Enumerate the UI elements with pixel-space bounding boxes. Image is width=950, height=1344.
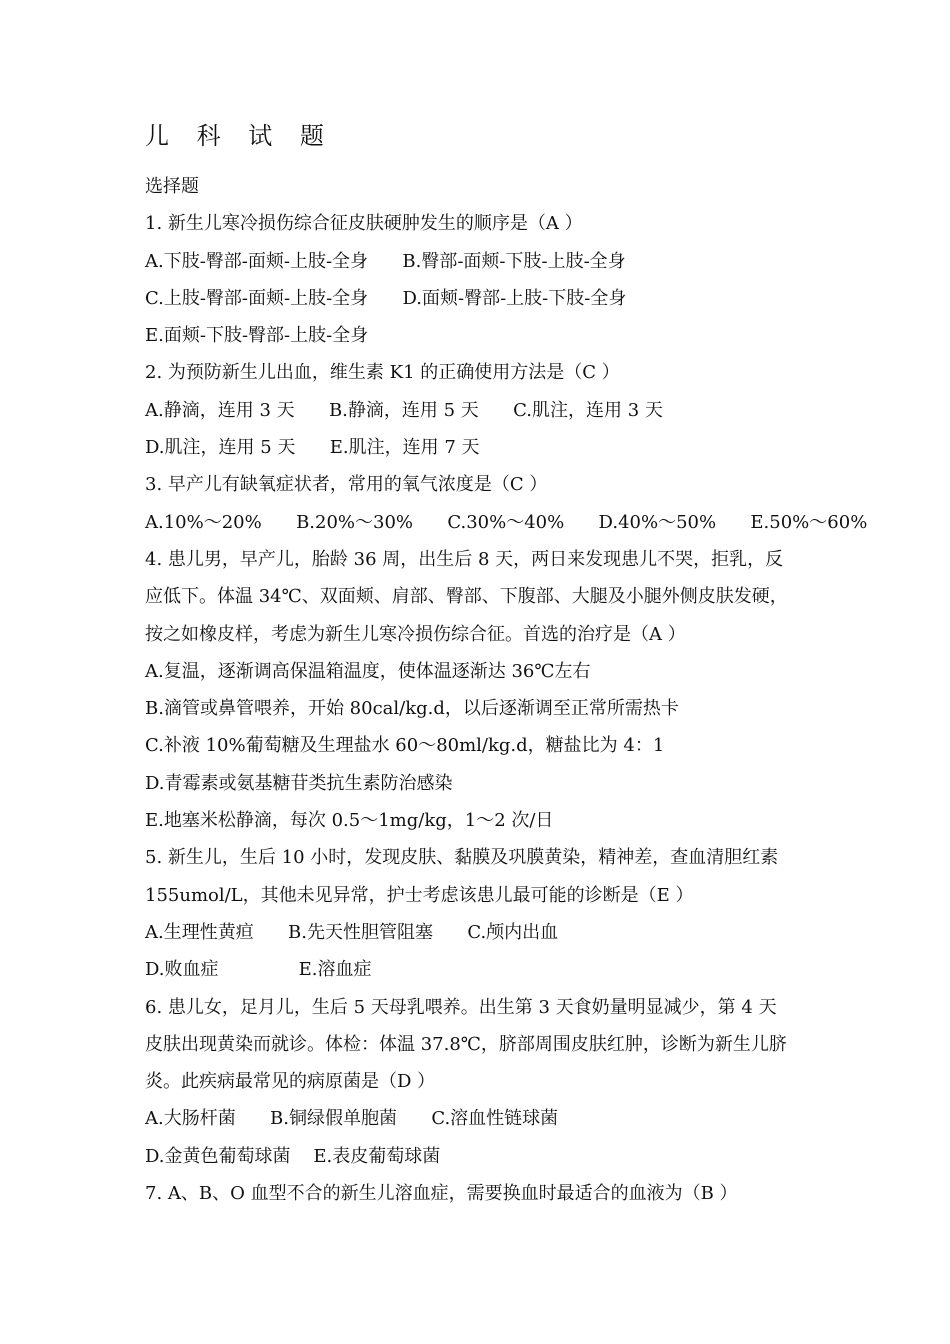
question-2-options-a-c: A.静滴，连用 3 天 B.静滴，连用 5 天 C.肌注，连用 3 天 xyxy=(145,399,663,421)
question-2: 2. 为预防新生儿出血，维生素 K1 的正确使用方法是（C ） xyxy=(145,362,620,384)
question-4-option-b: B.滴管或鼻管喂养，开始 80cal/kg.d，以后逐渐调至正常所需热卡 xyxy=(145,698,679,720)
question-1-option-e: E.面颊-下肢-臀部-上肢-全身 xyxy=(145,325,369,347)
question-5-line-2: 155umol/L，其他未见异常，护士考虑该患儿最可能的诊断是（E ） xyxy=(145,884,694,906)
question-6-line-1: 6. 患儿女，足月儿，生后 5 天母乳喂养。出生第 3 天食奶量明显减少，第 4 天 xyxy=(145,996,777,1018)
question-5-line-1: 5. 新生儿，生后 10 小时，发现皮肤、黏膜及巩膜黄染，精神差，查血清胆红素 xyxy=(145,847,779,869)
question-5-options-d-e: D.败血症 E.溶血症 xyxy=(145,959,372,981)
document-body xyxy=(145,168,868,1212)
question-4-line-2: 应低下。体温 34℃、双面颊、肩部、臀部、下腹部、大腿及小腿外侧皮肤发硬， xyxy=(145,586,788,608)
question-1-options-c-d: C.上肢-臀部-面颊-上肢-全身 D.面颊-臀部-上肢-下肢-全身 xyxy=(145,287,627,309)
question-6-line-2: 皮肤出现黄染而就诊。体检：体温 37.8℃，脐部周围皮肤红肿，诊断为新生儿脐 xyxy=(145,1033,787,1055)
section-heading: 选择题 xyxy=(145,176,199,197)
question-7: 7. A、B、O 血型不合的新生儿溶血症，需要换血时最适合的血液为（B ） xyxy=(145,1183,738,1205)
question-4-option-c: C.补液 10%葡萄糖及生理盐水 60～80ml/kg.d，糖盐比为 4：1 xyxy=(145,735,665,757)
question-4-line-1: 4. 患儿男，早产儿，胎龄 36 周，出生后 8 天，两日来发现患儿不哭，拒乳，反 xyxy=(145,548,784,570)
question-4-option-d: D.青霉素或氨基糖苷类抗生素防治感染 xyxy=(145,772,453,794)
question-6-options-d-e: D.金黄色葡萄球菌 E.表皮葡萄球菌 xyxy=(145,1145,441,1167)
question-4-option-e: E.地塞米松静滴，每次 0.5～1mg/kg，1～2 次/日 xyxy=(145,810,554,832)
question-3: 3. 早产儿有缺氧症状者，常用的氧气浓度是（C ） xyxy=(145,474,548,496)
question-4-option-a: A.复温，逐渐调高保温箱温度，使体温逐渐达 36℃左右 xyxy=(145,660,591,682)
question-5-options-a-c: A.生理性黄疸 B.先天性胆管阻塞 C.颅内出血 xyxy=(145,921,559,943)
question-2-options-d-e: D.肌注，连用 5 天 E.肌注，连用 7 天 xyxy=(145,437,480,459)
document-title: 儿 科 试 题 xyxy=(145,122,334,150)
question-4-line-3: 按之如橡皮样，考虑为新生儿寒冷损伤综合征。首选的治疗是（A ） xyxy=(145,623,686,645)
question-6-line-3: 炎。此疾病最常见的病原菌是（D ） xyxy=(145,1071,436,1093)
question-1-options-a-b: A.下肢-臀部-面颊-上肢-全身 B.臀部-面颊-下肢-上肢-全身 xyxy=(145,250,626,272)
question-6-options-a-c: A.大肠杆菌 B.铜绿假单胞菌 C.溶血性链球菌 xyxy=(145,1108,559,1130)
question-1: 1. 新生儿寒冷损伤综合征皮肤硬肿发生的顺序是（A ） xyxy=(145,213,583,235)
question-3-options: A.10%～20% B.20%～30% C.30%～40% D.40%～50% E.50%～60% xyxy=(145,511,868,533)
